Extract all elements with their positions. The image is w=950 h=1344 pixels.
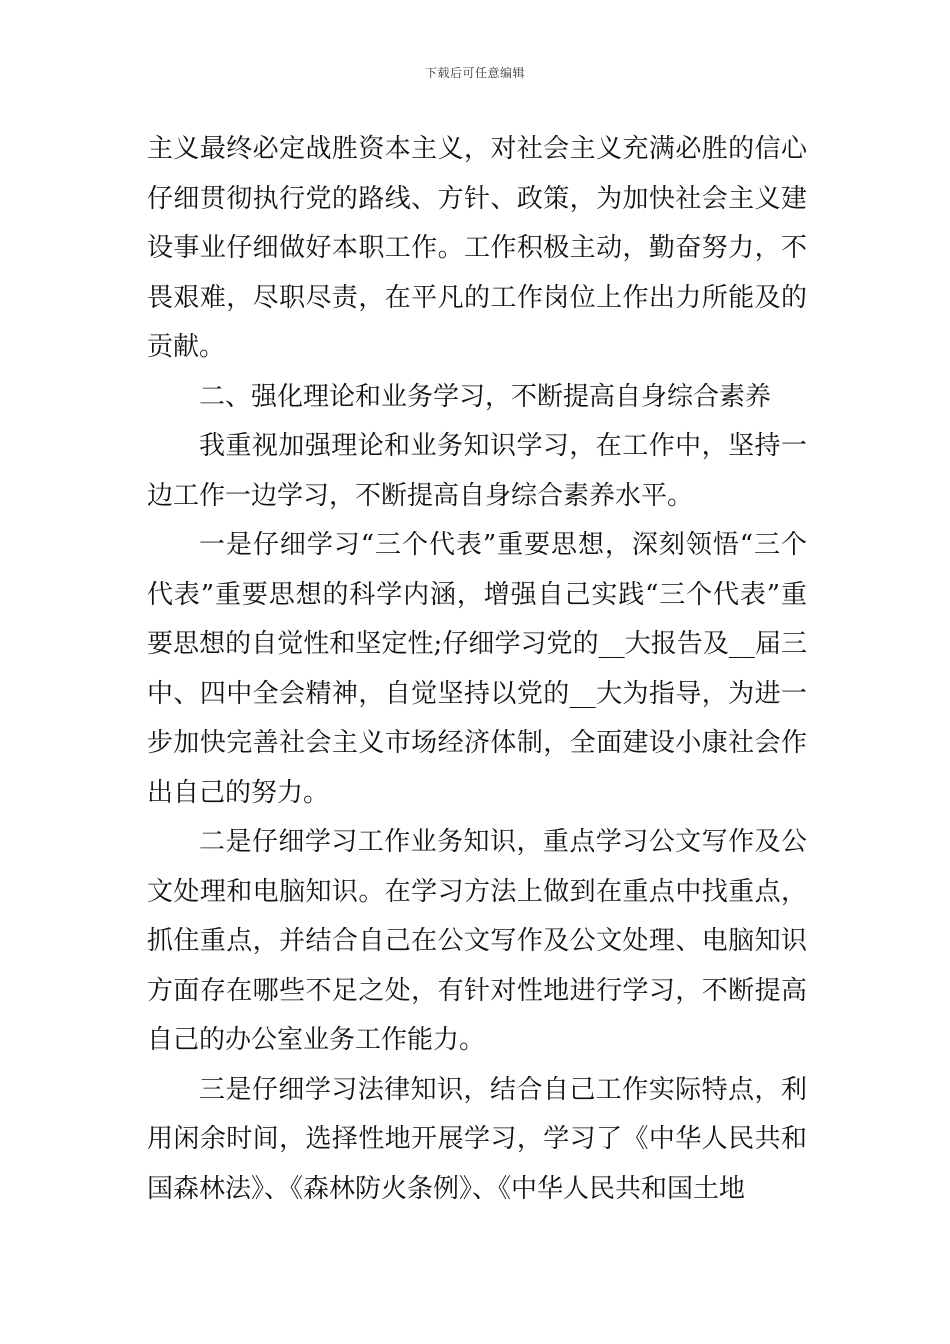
paragraph-5: 三是仔细学习法律知识，结合自己工作实际特点，利用闲余时间，选择性地开展学习，学习了《中华人民共和国森林法》、《森林防火条例》、《中华人民共和国土地 <box>147 1074 807 1204</box>
paragraph-1: 主义最终必定战胜资本主义，对社会主义充满必胜的信心仔细贯彻执行党的路线、方针、政策，为加快社会主义建设事业仔细做好本职工作。工作积极主动，勤奋努力，不畏艰难，尽职尽责，在平凡的工作岗位上作出力所能及的贡献。 <box>147 134 807 362</box>
document-body <box>147 125 807 1214</box>
paragraph-2: 我重视加强理论和业务知识学习，在工作中，坚持一边工作一边学习，不断提高自身综合素养水平。 <box>147 431 807 511</box>
section-heading: 二、强化理论和业务学习，不断提高自身综合素养 <box>199 381 772 412</box>
page-header: 下载后可任意编辑 <box>424 66 525 80</box>
paragraph-3: 一是仔细学习“三个代表”重要思想，深刻领悟“三个代表”重要思想的科学内涵，增强自己实践“三个代表”重要思想的自觉性和坚定性;仔细学习党的__大报告及__届三中、四中全会精神，自觉坚持以党的__大为指导，为进一步加快完善社会主义市场经济体制，全面建设小康社会作出自己的努力。 <box>147 530 807 808</box>
paragraph-4: 二是仔细学习工作业务知识，重点学习公文写作及公文处理和电脑知识。在学习方法上做到在重点中找重点，抓住重点，并结合自己在公文写作及公文处理、电脑知识方面存在哪些不足之处，有针对性地进行学习，不断提高自己的办公室业务工作能力。 <box>147 827 807 1055</box>
